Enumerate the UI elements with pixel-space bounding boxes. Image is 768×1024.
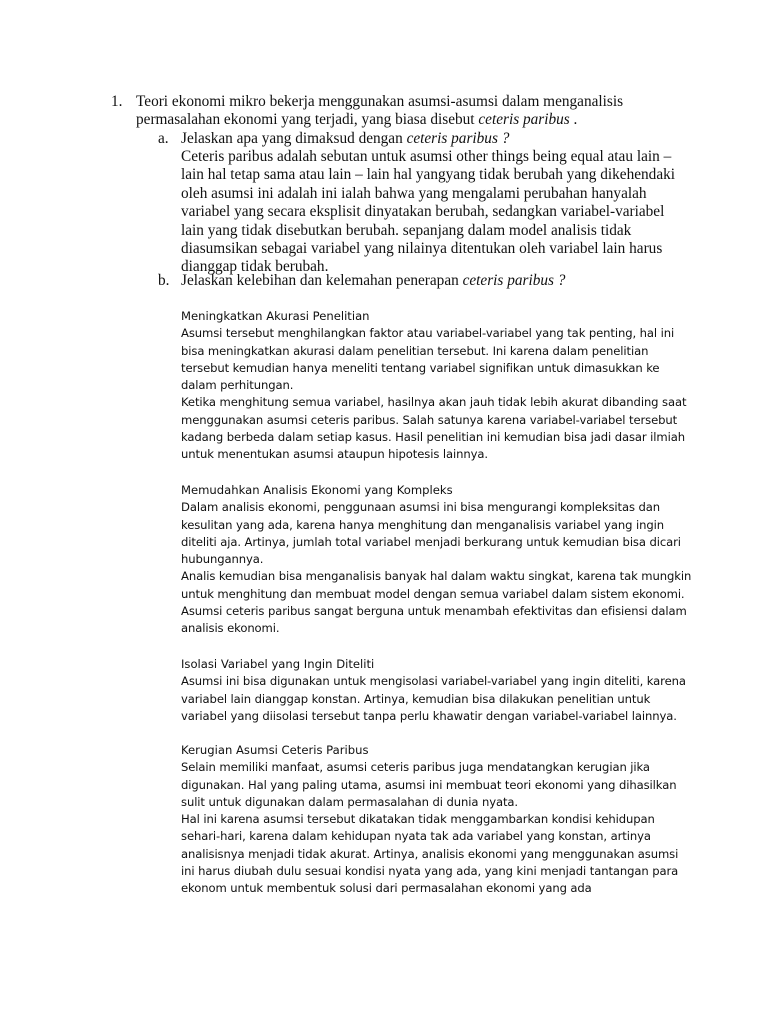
paragraph-line: variabel yang diisolasi tersebut tanpa perlu khawatir dengan variabel-variabel lainnya. — [181, 708, 677, 723]
answer-a — [181, 148, 726, 277]
question-text-end: . — [569, 111, 578, 129]
paragraph-line: Ketika menghitung semua variabel, hasilnya akan jauh tidak lebih akurat dibanding saat — [181, 395, 687, 410]
sub-question-b — [181, 272, 726, 290]
sub-question-a-text: Jelaskan apa yang dimaksud dengan — [181, 130, 407, 147]
answer-a-line: variabel yang secara eksplisit dinyatakan berubah, sedangkan variabel-variabel — [181, 203, 665, 221]
paragraph-line: analisisnya menjadi tidak akurat. Artinya, analisis ekonomi yang menggunakan asumsi — [181, 846, 679, 861]
paragraph-line: Asumsi tersebut menghilangkan faktor atau variabel-variabel yang tak penting, hal ini — [181, 326, 675, 341]
sub-question-a-italic: ceteris paribus ? — [406, 130, 510, 147]
answer-a-line: diasumsikan sebagai variabel yang nilainya ditentukan oleh variabel lain harus — [181, 240, 663, 258]
section-paragraph — [181, 673, 686, 725]
question-text-main: Teori ekonomi mikro bekerja menggunakan asumsi-asumsi dalam menganalisis permasalahan ekonomi yang terjadi, yang biasa disebut — [136, 93, 624, 129]
section-title: Meningkatkan Akurasi Penelitian — [181, 309, 370, 323]
paragraph-line: digunakan. Hal yang paling utama, asumsi ini membuat teori ekonomi yang dihasilkan — [181, 777, 677, 792]
sub-question-b-text: Jelaskan kelebihan dan kelemahan penerapan — [181, 272, 463, 289]
paragraph-line: Dalam analisis ekonomi, penggunaan asumsi ini bisa mengurangi kompleksitas dan — [181, 500, 661, 515]
sub-question-a — [181, 130, 726, 148]
answer-a-line: lain hal tetap sama atau lain – lain hal yangyang tidak berubah yang dikehendaki — [181, 166, 676, 184]
section-isolasi — [181, 656, 686, 725]
answer-a-line: lain yang tidak disebutkan berubah. sepanjang dalam model analisis tidak — [181, 221, 632, 239]
paragraph-line: Asumsi ini bisa digunakan untuk mengisolasi variabel-variabel yang ingin diteliti, karena — [181, 674, 686, 689]
sub-question-a-letter: a. — [158, 130, 169, 147]
paragraph-line: untuk menghitung dan membuat model dengan semua variabel dalam sistem ekonomi. — [181, 586, 685, 601]
section-paragraph — [181, 759, 681, 897]
paragraph-line: sehari-hari, karena dalam kehidupan nyata tak ada variabel yang konstan, artinya — [181, 829, 651, 844]
section-akurasi — [181, 308, 687, 464]
paragraph-line: ekonom untuk membentuk solusi dari permasalahan ekonomi yang ada — [181, 881, 592, 896]
paragraph-line: tersebut kemudian hanya meneliti tentang variabel signifikan untuk dimasukkan ke — [181, 360, 660, 375]
paragraph-line: menggunakan asumsi ceteris paribus. Salah satunya karena variabel-variabel tersebut — [181, 412, 678, 427]
paragraph-line: sulit untuk digunakan dalam permasalahan di dunia nyata. — [181, 794, 518, 809]
section-title: Kerugian Asumsi Ceteris Paribus — [181, 743, 369, 757]
paragraph-line: Selain memiliki manfaat, asumsi ceteris paribus juga mendatangkan kerugian jika — [181, 760, 650, 775]
answer-a-line: oleh asumsi ini adalah ini ialah bahwa yang mengalami perubahan hanyalah — [181, 184, 647, 202]
section-analisis — [181, 482, 692, 638]
section-title: Memudahkan Analisis Ekonomi yang Kompleks — [181, 483, 453, 497]
section-paragraph — [181, 499, 692, 637]
question-number: 1. — [111, 93, 123, 110]
section-kerugian — [181, 742, 681, 898]
paragraph-line: dalam perhitungan. — [181, 378, 294, 393]
paragraph-line: diteliti aja. Artinya, jumlah total variabel menjadi berkurang untuk kemudian bisa dicari — [181, 534, 681, 549]
paragraph-line: Asumsi ceteris paribus sangat berguna untuk menambah efektivitas dan efisiensi dalam — [181, 604, 687, 619]
paragraph-line: variabel lain dianggap konstan. Artinya, kemudian bisa dilakukan penelitian untuk — [181, 691, 651, 706]
paragraph-line: Analis kemudian bisa menganalisis banyak hal dalam waktu singkat, karena tak mungkin — [181, 569, 692, 584]
question-text — [136, 93, 656, 130]
paragraph-line: kesulitan yang ada, karena hanya menghitung dan menganalisis variabel yang ingin — [181, 517, 665, 532]
section-title: Isolasi Variabel yang Ingin Diteliti — [181, 657, 375, 671]
answer-a-line: Ceteris paribus adalah sebutan untuk asumsi other things being equal atau lain – — [181, 148, 672, 165]
answer-a-line: dianggap tidak berubah. — [181, 258, 329, 276]
paragraph-line: analisis ekonomi. — [181, 621, 280, 636]
paragraph-line: kadang berbeda dalam setiap kasus. Hasil penelitian ini kemudian bisa jadi dasar ilmiah — [181, 430, 685, 445]
paragraph-line: bisa meningkatkan akurasi dalam penelitian tersebut. Ini karena dalam penelitian — [181, 343, 649, 358]
sub-question-b-letter: b. — [158, 272, 170, 289]
sub-question-b-italic: ceteris paribus ? — [462, 272, 566, 289]
section-paragraph — [181, 325, 687, 463]
question-text-italic: ceteris paribus — [478, 111, 570, 129]
paragraph-line: Hal ini karena asumsi tersebut dikatakan tidak menggambarkan kondisi kehidupan — [181, 812, 655, 827]
paragraph-line: ini harus diubah dulu sesuai kondisi nyata yang ada, yang kini menjadi tantangan para — [181, 864, 679, 879]
paragraph-line: hubungannya. — [181, 552, 264, 567]
paragraph-line: untuk menentukan asumsi ataupun hipotesis lainnya. — [181, 447, 488, 462]
